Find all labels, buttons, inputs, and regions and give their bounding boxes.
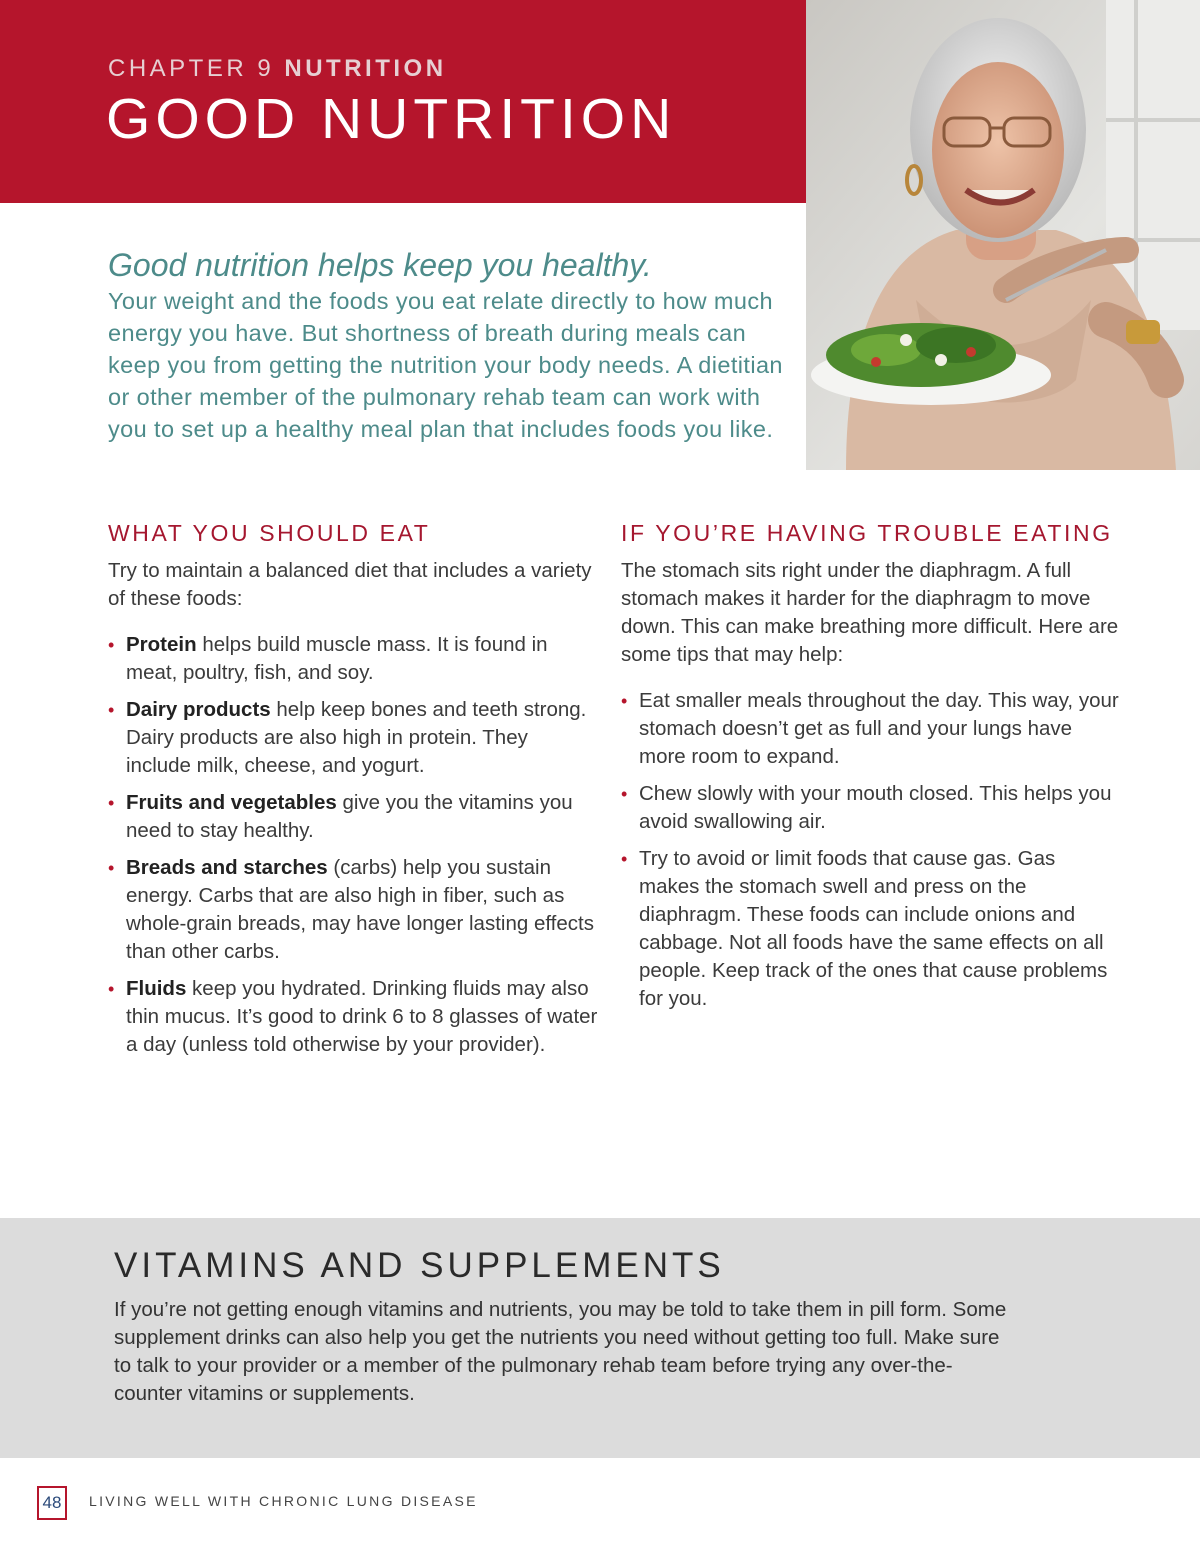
vitamins-panel [0,1218,1200,1458]
chapter-prefix: CHAPTER 9 [108,55,285,82]
section-heading: IF YOU’RE HAVING TROUBLE EATING [621,520,1113,546]
list-item-term: Protein [126,633,197,656]
intro-section [108,245,798,445]
bullet-icon: • [108,979,115,999]
vitamins-body: If you’re not getting enough vitamins and nutrients, you may be told to take them in pill form. Some supplement drinks can also help you get the nutrients you need without getting too full. Make sure to talk to your provider or a member of the pulmonary rehab team before trying any over-the-counter vitamins or supplements. [114,1298,1007,1405]
list-item [621,780,1121,836]
list-item [621,687,1121,771]
bullet-icon: • [108,793,115,813]
list-item-term: Fluids [126,977,187,1000]
food-list [108,631,598,1059]
chapter-header [0,0,806,203]
list-item-term: Breads and starches [126,856,328,879]
list-item-text: helps build muscle mass. It is found in meat, poultry, fish, and soy. [126,633,548,684]
section-intro: The stomach sits right under the diaphragm. A full stomach makes it harder for the diaphragm to move down. This can make breathing more difficult. Here are some tips that may help: [621,559,1119,666]
list-item-term: Fruits and vegetables [126,791,337,814]
vitamins-heading: VITAMINS AND SUPPLEMENTS [114,1246,725,1285]
trouble-eating-section [621,520,1121,1022]
bullet-icon: • [108,858,115,878]
intro-body: Your weight and the foods you eat relate directly to how much energy you have. But shortness of breath during meals can keep you from getting the nutrition your body needs. A dietitian or other member of the pulmonary rehab team can work with you to set up a healthy meal plan that includes foods you like. [108,288,783,442]
section-heading: WHAT YOU SHOULD EAT [108,520,431,546]
what-you-should-eat-section [108,520,598,1068]
section-intro: Try to maintain a balanced diet that includes a variety of these foods: [108,559,592,610]
photo-woman-eating-salad [806,0,1200,470]
bullet-icon: • [621,784,628,804]
intro-lead: Good nutrition helps keep you healthy. [108,247,652,283]
bullet-icon: • [621,691,628,711]
list-item-term: Dairy products [126,698,271,721]
list-item [108,789,598,845]
list-item-text: Chew slowly with your mouth closed. This helps you avoid swallowing air. [639,782,1112,833]
bullet-icon: • [621,849,628,869]
tips-list [621,687,1121,1013]
list-item-text: (carbs) help you sustain energy. Carbs that are also high in fiber, such as whole-grain breads, may have longer lasting effects than other carbs. [126,856,594,963]
page-number: 48 [37,1486,67,1520]
list-item-text: give you the vitamins you need to stay healthy. [126,791,573,842]
bullet-icon: • [108,635,115,655]
page-title: GOOD NUTRITION [106,87,677,151]
list-item [621,845,1121,1013]
list-item-text: Eat smaller meals throughout the day. This way, your stomach doesn’t get as full and your lungs have more room to expand. [639,689,1119,768]
list-item-text: keep you hydrated. Drinking fluids may also thin mucus. It’s good to drink 6 to 8 glasses of water a day (unless told otherwise by your provider). [126,977,598,1056]
list-item [108,696,598,780]
list-item [108,631,598,687]
list-item [108,975,598,1059]
list-item-text: help keep bones and teeth strong. Dairy products are also high in protein. They include milk, cheese, and yogurt. [126,698,587,777]
chapter-name: NUTRITION [284,55,447,82]
footer-book-title: LIVING WELL WITH CHRONIC LUNG DISEASE [89,1493,478,1509]
bullet-icon: • [108,700,115,720]
chapter-label [108,55,447,83]
list-item [108,854,598,966]
list-item-text: Try to avoid or limit foods that cause gas. Gas makes the stomach swell and press on the diaphragm. These foods can include onions and cabbage. Not all foods have the same effects on all people. Keep track of the ones that cause problems for you. [639,847,1108,1010]
